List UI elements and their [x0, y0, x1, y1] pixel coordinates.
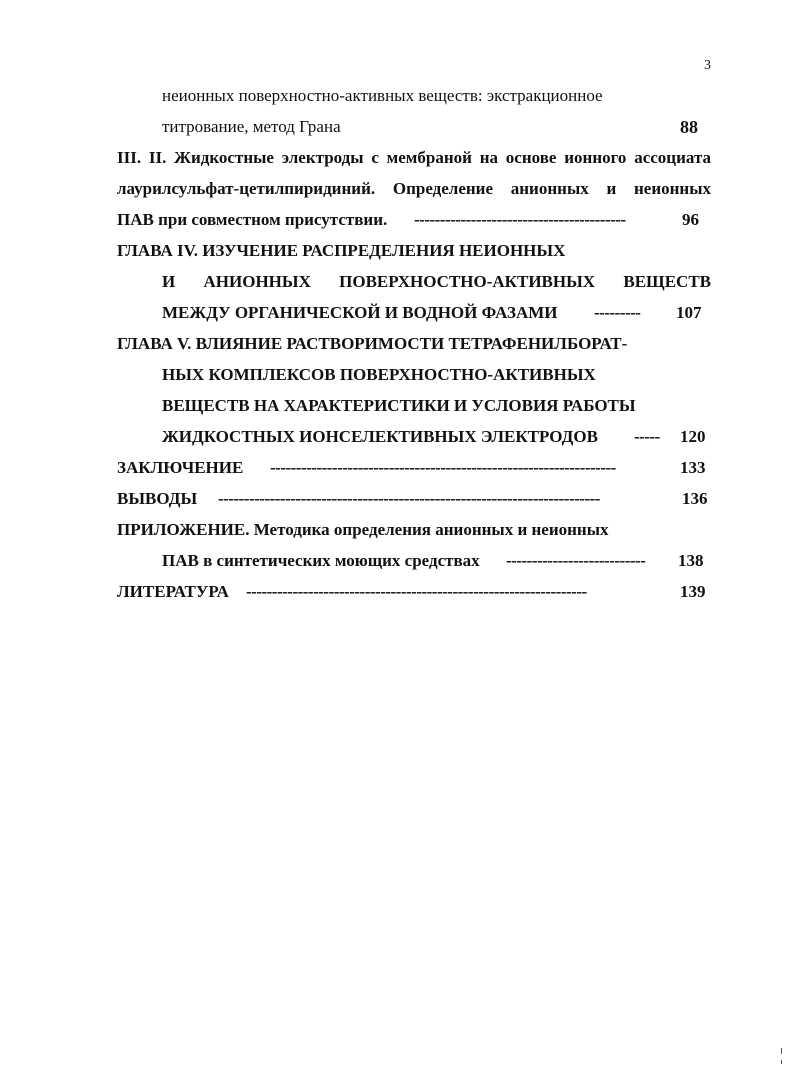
toc-leader-dots: -------------------------------------------------------------------	[270, 458, 616, 477]
toc-section-heading: ВЫВОДЫ	[117, 489, 198, 508]
toc-entry-page: 133	[680, 458, 706, 477]
toc-leader-dots: --------------------------------------------------------------------------	[218, 489, 600, 508]
toc-chapter-heading: ГЛАВА IV. ИЗУЧЕНИЕ РАСПРЕДЕЛЕНИЯ НЕИОННЫХ	[117, 241, 566, 260]
toc-entry-text: титрование, метод Грана	[162, 117, 341, 136]
toc-chapter-heading: И АНИОННЫХ ПОВЕРХНОСТНО-АКТИВНЫХ ВЕЩЕСТВ	[162, 272, 711, 291]
toc-entry-page: 120	[680, 427, 706, 446]
toc-entry-page: 107	[676, 303, 702, 322]
toc-chapter-heading: МЕЖДУ ОРГАНИЧЕСКОЙ И ВОДНОЙ ФАЗАМИ	[162, 303, 558, 322]
toc-chapter-heading: ЖИДКОСТНЫХ ИОНСЕЛЕКТИВНЫХ ЭЛЕКТРОДОВ	[162, 427, 598, 446]
toc-entry-text: ПАВ при совместном присутствии.	[117, 210, 388, 229]
toc-entry-text: лаурилсульфат-цетилпиридиний. Определение анионных и неионных	[117, 179, 711, 198]
toc-leader-dots: -----------------------------------------	[414, 210, 626, 229]
toc-section-heading: ЛИТЕРАТУРА	[117, 582, 229, 601]
toc-entry-text: III. II. Жидкостные электроды с мембраной на основе ионного ассоциата	[117, 148, 711, 167]
toc-leader-dots: -----	[634, 427, 660, 446]
scan-mark	[781, 1048, 782, 1054]
scan-mark	[781, 1060, 782, 1064]
toc-entry-text: неионных поверхностно-активных веществ: экстракционное	[162, 86, 603, 105]
toc-entry-text: ПАВ в синтетических моющих средствах	[162, 551, 480, 570]
toc-chapter-heading: ВЕЩЕСТВ НА ХАРАКТЕРИСТИКИ И УСЛОВИЯ РАБОТЫ	[162, 396, 636, 415]
toc-chapter-heading: НЫХ КОМПЛЕКСОВ ПОВЕРХНОСТНО-АКТИВНЫХ	[162, 365, 596, 384]
toc-entry-page: 88	[680, 117, 698, 137]
toc-section-heading: ЗАКЛЮЧЕНИЕ	[117, 458, 244, 477]
toc-chapter-heading: ГЛАВА V. ВЛИЯНИЕ РАСТВОРИМОСТИ ТЕТРАФЕНИЛБОРАТ-	[117, 334, 628, 353]
page-number: 3	[704, 58, 711, 73]
toc-entry-page: 139	[680, 582, 706, 601]
toc-section-heading: ПРИЛОЖЕНИЕ. Методика определения анионных и неионных	[117, 520, 609, 539]
toc-leader-dots: ---------	[594, 303, 641, 322]
toc-entry-page: 136	[682, 489, 708, 508]
toc-leader-dots: ------------------------------------------------------------------	[246, 582, 587, 601]
toc-entry-page: 96	[682, 210, 699, 229]
toc-leader-dots: ---------------------------	[506, 551, 646, 570]
toc-entry-page: 138	[678, 551, 704, 570]
